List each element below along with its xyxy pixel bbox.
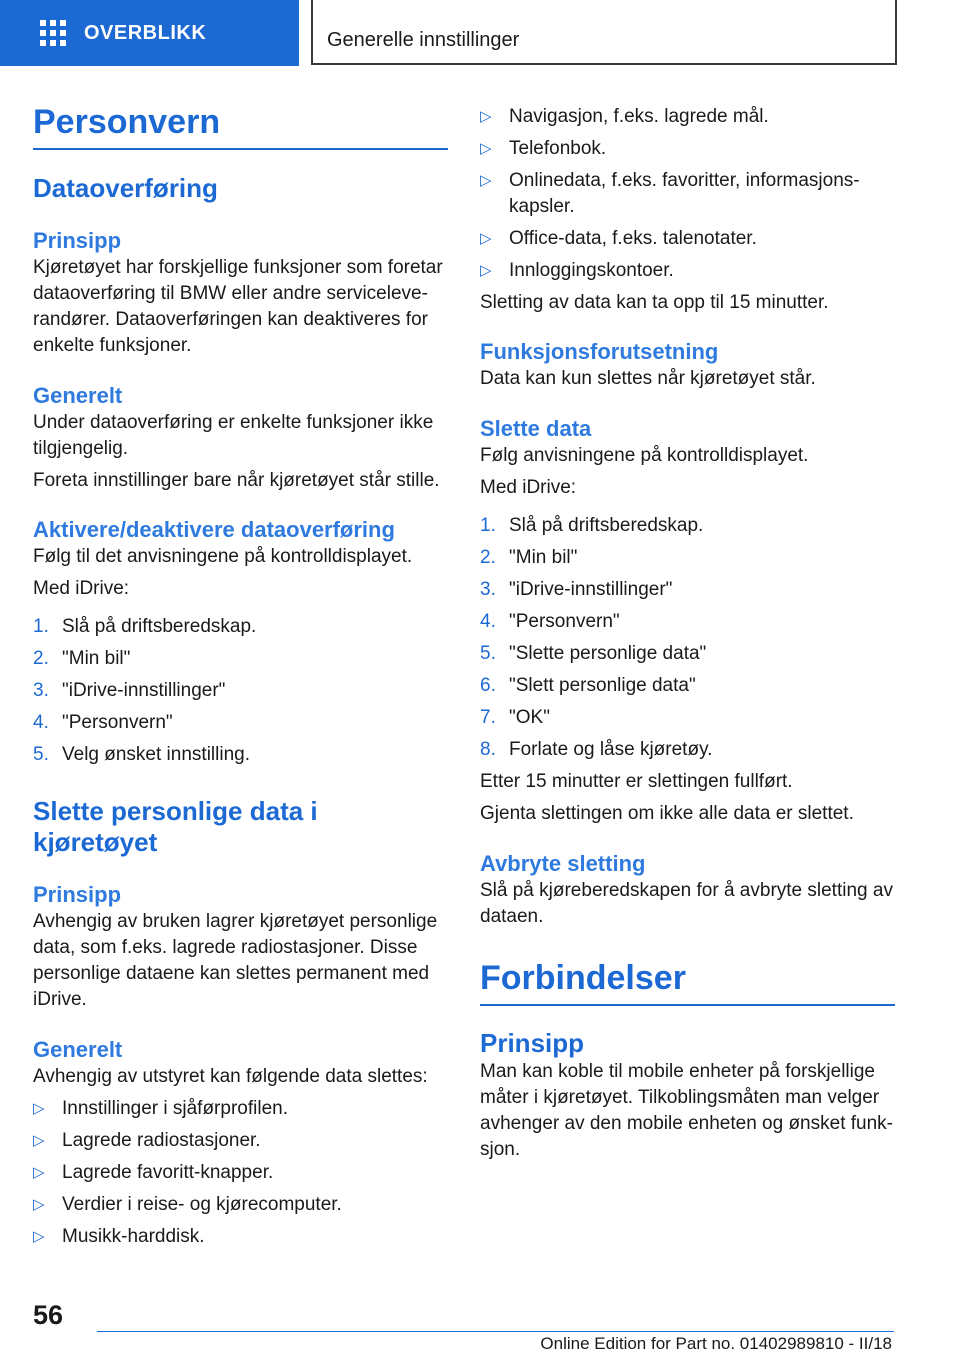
- heading-aktivere: Aktivere/deaktivere dataoverføring: [33, 517, 395, 542]
- generelt-text-1b: Foreta innstillinger bare når kjøretøyet står stille.: [33, 470, 440, 491]
- left-column: [33, 100, 448, 1250]
- list-item: 1. Slå på driftsberedskap.: [480, 515, 704, 536]
- after-text-2: Gjenta slettingen om ikke alle data er slettet.: [480, 803, 854, 824]
- avbryte-text: Slå på kjøreberedskapen for å avbryte sletting av dataen.: [480, 880, 893, 927]
- list-item: ▷ Lagrede favoritt-knapper.: [33, 1160, 448, 1186]
- triangle-bullet-icon: ▷: [480, 108, 492, 125]
- triangle-bullet-icon: ▷: [33, 1164, 45, 1181]
- heading-slette-personlige: Slette personlige data i kjøretøyet: [33, 796, 318, 857]
- list-item: ▷ Office-data, f.eks. talenotater.: [480, 226, 895, 252]
- list-item: ▷ Innloggingskontoer.: [480, 258, 895, 284]
- generelt-text-2: Avhengig av utstyret kan følgende data slettes:: [33, 1066, 428, 1087]
- prinsipp-text-1: Kjøretøyet har forskjellige funksjoner som foretar dataoverføring til BMW eller andre serviceleverandører. Dataoverføringen kan deaktiveres for enkelte funksjoner.: [33, 257, 443, 356]
- slette-items-list-continued: [480, 104, 895, 284]
- heading-prinsipp-2: Prinsipp: [33, 882, 122, 907]
- heading-generelt-2: Generelt: [33, 1037, 123, 1062]
- funksjon-text: Data kan kun slettes når kjøretøyet står.: [480, 368, 816, 389]
- list-item: 5. "Slette personlige data": [480, 643, 707, 664]
- sletting-duration-text: Sletting av data kan ta opp til 15 minutter.: [480, 292, 829, 313]
- right-column: [480, 100, 895, 1163]
- page-number: 56: [33, 1300, 64, 1330]
- triangle-bullet-icon: ▷: [480, 140, 492, 157]
- list-item: 4. "Personvern": [33, 712, 173, 733]
- list-item: 6. "Slett personlige data": [480, 675, 696, 696]
- slette-data-text-2: Med iDrive:: [480, 477, 577, 498]
- list-item: 2. "Min bil": [33, 648, 131, 669]
- list-item: ▷ Lagrede radiostasjoner.: [33, 1128, 448, 1154]
- prinsipp-text-2: Avhengig av bruken lagrer kjøretøyet personlige data, som f.eks. lagrede radiostasjoner. Disse personlige dataene kan slettes permanent med iDrive.: [33, 911, 438, 1010]
- triangle-bullet-icon: ▷: [33, 1196, 45, 1213]
- list-item: 2. "Min bil": [480, 547, 578, 568]
- aktivere-steps: [33, 614, 448, 768]
- triangle-bullet-icon: ▷: [480, 230, 492, 247]
- generelt-text-1a: Under dataoverføring er enkelte funksjoner ikke tilgjengelig.: [33, 412, 434, 459]
- overview-tab-label: OVERBLIKK: [84, 21, 207, 44]
- triangle-bullet-icon: ▷: [480, 172, 492, 189]
- heading-slette-data: Slette data: [480, 416, 592, 441]
- footer-divider: [97, 1331, 894, 1332]
- list-item: ▷ Navigasjon, f.eks. lagrede mål.: [480, 104, 895, 130]
- triangle-bullet-icon: ▷: [33, 1100, 45, 1117]
- list-item: ▷ Innstillinger i sjåførprofilen.: [33, 1096, 448, 1122]
- aktivere-text-1: Følg til det anvisningene på kontrolldisplayet.: [33, 546, 413, 567]
- after-text-1: Etter 15 minutter er slettingen fullført.: [480, 771, 793, 792]
- section-title: Generelle innstillinger: [327, 29, 520, 51]
- list-item: ▷ Musikk-harddisk.: [33, 1224, 448, 1250]
- heading-generelt-1: Generelt: [33, 383, 123, 408]
- list-item: ▷ Onlinedata, f.eks. favoritter, informasjonskapsler.: [480, 170, 860, 217]
- aktivere-text-2: Med iDrive:: [33, 578, 130, 599]
- triangle-bullet-icon: ▷: [33, 1132, 45, 1149]
- list-item: 7. "OK": [480, 707, 550, 728]
- page-title: Personvern: [33, 100, 448, 150]
- slette-data-steps: [480, 513, 895, 763]
- heading-prinsipp-1: Prinsipp: [33, 228, 122, 253]
- list-item: 5. Velg ønsket innstilling.: [33, 744, 250, 765]
- overview-tab[interactable]: [0, 0, 299, 66]
- list-item: 4. "Personvern": [480, 611, 620, 632]
- list-item: 3. "iDrive-innstillinger": [33, 680, 226, 701]
- heading-prinsipp-forbindelser: Prinsipp: [480, 1028, 585, 1058]
- section-title-forbindelser: Forbindelser: [480, 956, 895, 1006]
- grid-icon: [40, 20, 66, 46]
- footer-edition: Online Edition for Part no. 01402989810 - II/18: [540, 1334, 892, 1353]
- slette-data-text-1: Følg anvisningene på kontrolldisplayet.: [480, 445, 809, 466]
- heading-funksjonsforutsetning: Funksjonsforutsetning: [480, 339, 719, 364]
- section-header[interactable]: [311, 0, 897, 65]
- triangle-bullet-icon: ▷: [480, 262, 492, 279]
- triangle-bullet-icon: ▷: [33, 1228, 45, 1245]
- slette-items-list: [33, 1096, 448, 1250]
- heading-dataoverforing: Dataoverføring: [33, 173, 218, 203]
- list-item: 8. Forlate og låse kjøretøy.: [480, 739, 713, 760]
- list-item: ▷ Telefonbok.: [480, 136, 895, 162]
- heading-avbryte-sletting: Avbryte sletting: [480, 851, 646, 876]
- list-item: 1. Slå på driftsberedskap.: [33, 616, 257, 637]
- list-item: ▷ Verdier i reise- og kjørecomputer.: [33, 1192, 448, 1218]
- forbindelser-prinsipp-text: Man kan koble til mobile enheter på forskjellige måter i kjøretøyet. Tilkoblingsmåten man velger avhenger av den mobile enheten og ønsket funksjon.: [480, 1061, 893, 1160]
- list-item: 3. "iDrive-innstillinger": [480, 579, 673, 600]
